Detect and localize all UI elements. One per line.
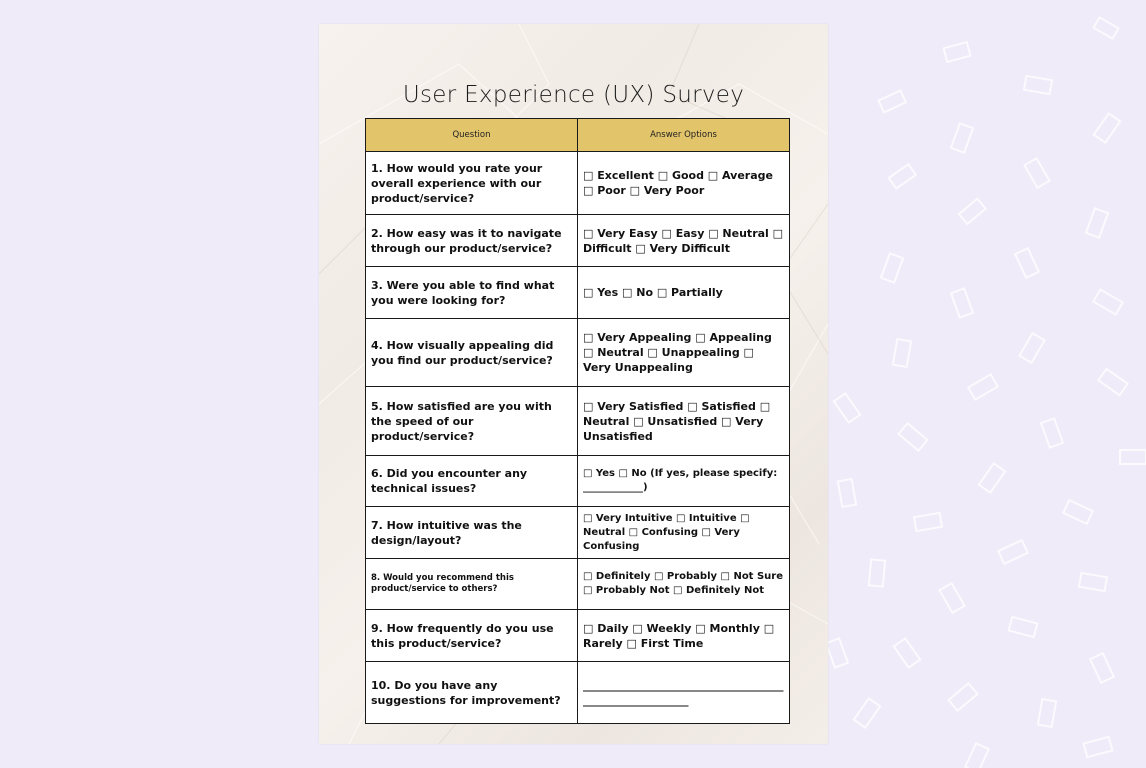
answer-column-header: Answer Options bbox=[578, 119, 790, 152]
question-cell: 10. Do you have any suggestions for improvement? bbox=[366, 662, 578, 724]
answer-cell: □ Yes □ No (If yes, please specify: ____________) bbox=[578, 456, 790, 507]
table-row bbox=[366, 215, 790, 267]
table-row bbox=[366, 456, 790, 507]
survey-title: User Experience (UX) Survey bbox=[402, 82, 745, 108]
answer-cell: □ Excellent □ Good □ Average □ Poor □ Very Poor bbox=[578, 152, 790, 215]
question-cell: 9. How frequently do you use this product/service? bbox=[366, 610, 578, 662]
answer-cell: □ Very Intuitive □ Intuitive □ Neutral □ Confusing □ Very Confusing bbox=[578, 507, 790, 559]
table-header-row bbox=[366, 119, 790, 152]
table-row bbox=[366, 662, 790, 724]
table-row bbox=[366, 610, 790, 662]
answer-cell: □ Very Easy □ Easy □ Neutral □ Difficult □ Very Difficult bbox=[578, 215, 790, 267]
answer-cell: _____________________________________________________________ bbox=[578, 662, 790, 724]
question-cell: 5. How satisfied are you with the speed of our product/service? bbox=[366, 387, 578, 456]
question-cell: 2. How easy was it to navigate through our product/service? bbox=[366, 215, 578, 267]
question-cell: 1. How would you rate your overall experience with our product/service? bbox=[366, 152, 578, 215]
question-column-header: Question bbox=[366, 119, 578, 152]
question-cell: 4. How visually appealing did you find our product/service? bbox=[366, 319, 578, 387]
answer-cell: □ Definitely □ Probably □ Not Sure □ Probably Not □ Definitely Not bbox=[578, 559, 790, 610]
question-cell: 3. Were you able to find what you were looking for? bbox=[366, 267, 578, 319]
question-cell: 7. How intuitive was the design/layout? bbox=[366, 507, 578, 559]
answer-cell: □ Daily □ Weekly □ Monthly □ Rarely □ First Time bbox=[578, 610, 790, 662]
answer-cell: □ Very Appealing □ Appealing □ Neutral □ Unappealing □ Very Unappealing bbox=[578, 319, 790, 387]
survey-page bbox=[319, 24, 828, 744]
table-row bbox=[366, 152, 790, 215]
table-row bbox=[366, 319, 790, 387]
table-row bbox=[366, 559, 790, 610]
answer-cell: □ Yes □ No □ Partially bbox=[578, 267, 790, 319]
answer-cell: □ Very Satisfied □ Satisfied □ Neutral □ Unsatisfied □ Very Unsatisfied bbox=[578, 387, 790, 456]
question-cell: 6. Did you encounter any technical issues? bbox=[366, 456, 578, 507]
table-row bbox=[366, 387, 790, 456]
question-cell: 8. Would you recommend this product/service to others? bbox=[366, 559, 578, 610]
table-row bbox=[366, 507, 790, 559]
table-row bbox=[366, 267, 790, 319]
survey-table bbox=[365, 118, 790, 724]
